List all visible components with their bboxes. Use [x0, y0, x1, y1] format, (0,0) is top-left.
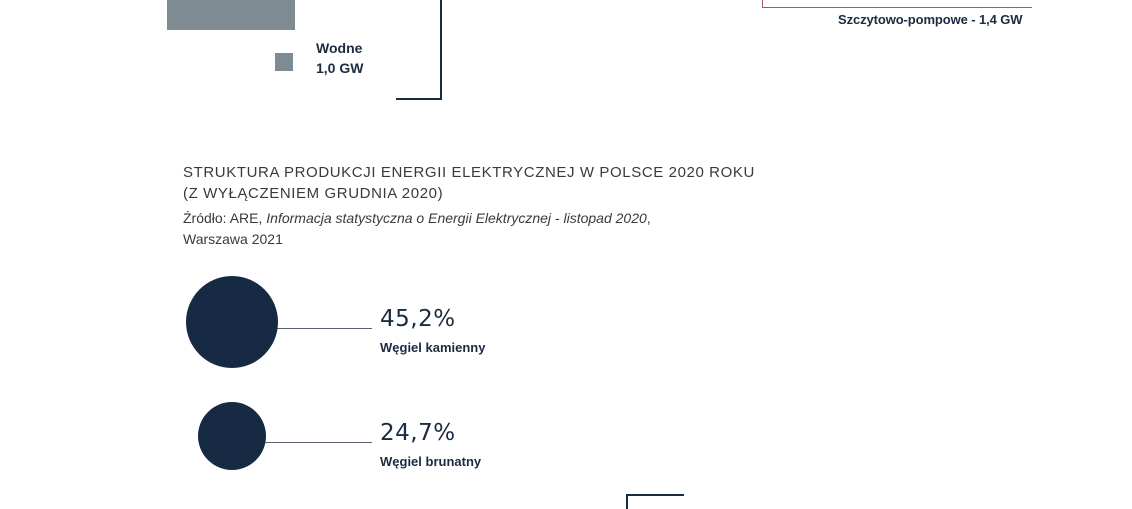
hydro-legend-value: 1,0 GW: [316, 60, 364, 76]
category-label-2: Węgiel brunatny: [380, 454, 482, 469]
source-suffix: ,: [646, 210, 651, 226]
bubble-1: [186, 276, 278, 368]
hydro-legend-name: Wodne: [316, 40, 363, 56]
source-line1: [183, 208, 883, 229]
chart-source: [183, 208, 883, 250]
chart-title-line1: STRUKTURA PRODUKCJI ENERGII ELEKTRYCZNEJ W POLSCE 2020 ROKU: [183, 164, 755, 181]
value-label-1: 45,2%: [380, 306, 456, 332]
bottom-bracket-vertical: [626, 494, 628, 509]
pump-storage-label: Szczytowo-pompowe - 1,4 GW: [838, 12, 1023, 27]
bottom-bracket-horizontal: [626, 494, 684, 496]
chart-title: [183, 162, 883, 204]
chart-title-line2: (Z WYŁĄCZENIEM GRUDNIA 2020): [183, 185, 444, 202]
value-label-2: 24,7%: [380, 420, 456, 446]
bracket-horizontal: [396, 98, 442, 100]
hydro-bar: [167, 0, 295, 30]
source-prefix: Źródło: ARE,: [183, 210, 267, 226]
bubble-2: [198, 402, 266, 470]
bracket-vertical: [440, 0, 442, 100]
pump-bracket-bottom: [762, 7, 1032, 8]
hydro-legend-swatch: [275, 53, 293, 71]
category-label-1: Węgiel kamienny: [380, 340, 486, 355]
source-publication: Informacja statystyczna o Energii Elektrycznej - listopad 2020: [266, 210, 647, 226]
source-line2: Warszawa 2021: [183, 231, 283, 247]
hydro-legend-label: [316, 38, 363, 78]
